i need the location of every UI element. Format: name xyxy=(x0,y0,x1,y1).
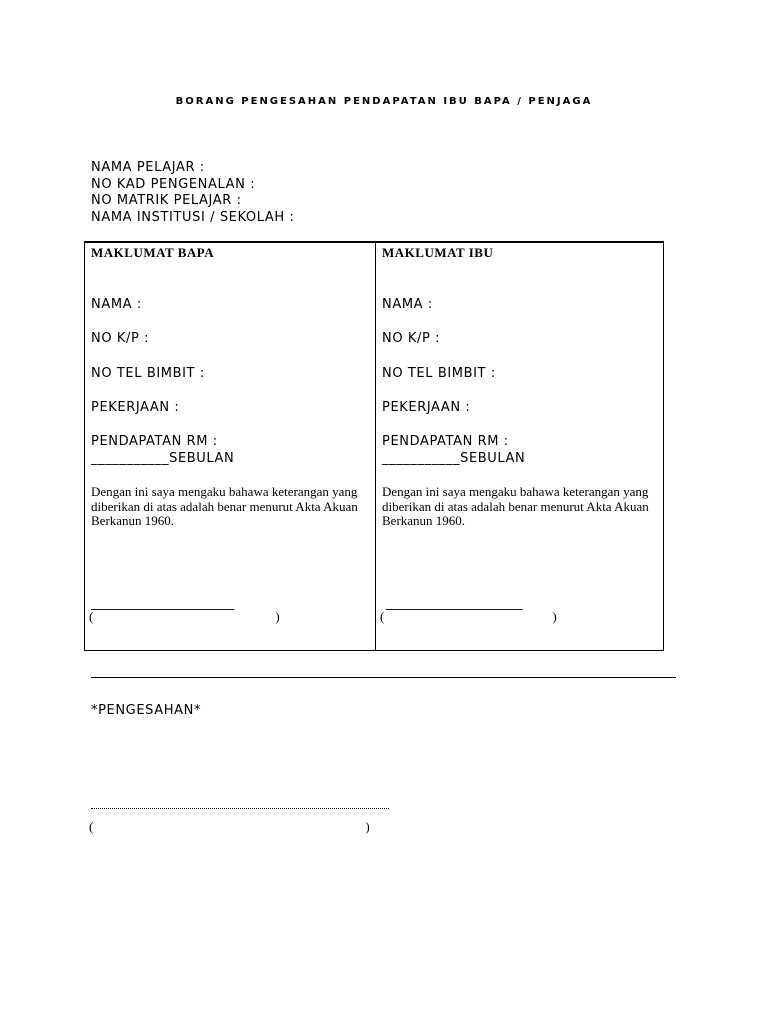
mother-income-label: PENDAPATAN RM : xyxy=(382,434,509,449)
mother-ic-label: NO K/P : xyxy=(382,331,441,346)
student-institution-label: NAMA INSTITUSI / SEKOLAH : xyxy=(91,209,295,225)
paren-open: ( xyxy=(89,819,94,834)
mother-income-blank: ___________SEBULAN xyxy=(382,451,526,466)
parent-info-table xyxy=(84,241,664,651)
father-ic-label: NO K/P : xyxy=(91,331,150,346)
section-divider xyxy=(91,677,676,678)
paren-close: ) xyxy=(365,819,370,834)
father-occupation-label: PEKERJAAN : xyxy=(91,400,180,415)
mother-heading: MAKLUMAT IBU xyxy=(382,245,494,260)
mother-occupation-label: PEKERJAAN : xyxy=(382,400,471,415)
mother-phone-label: NO TEL BIMBIT : xyxy=(382,366,496,381)
pengesahan-signature-line xyxy=(91,808,389,809)
pengesahan-signature-name xyxy=(89,819,370,835)
mother-declaration: Dengan ini saya mengaku bahawa keterangan yang diberikan di atas adalah benar menurut Akta Akuan Berkanun 1960. xyxy=(382,484,649,528)
father-name-label: NAMA : xyxy=(91,297,142,312)
mother-signature-line: _____________________ xyxy=(386,596,523,611)
mother-column xyxy=(376,243,666,650)
father-column xyxy=(85,243,375,650)
mother-name-label: NAMA : xyxy=(382,297,433,312)
father-declaration: Dengan ini saya mengaku bahawa keterangan yang diberikan di atas adalah benar menurut Akta Akuan Berkanun 1960. xyxy=(91,484,358,528)
student-info xyxy=(91,160,294,226)
father-heading: MAKLUMAT BAPA xyxy=(91,245,215,260)
father-income-label: PENDAPATAN RM : xyxy=(91,434,218,449)
paren-close: ) xyxy=(552,609,557,624)
pengesahan-label: *PENGESAHAN* xyxy=(91,703,202,718)
mother-signature-name xyxy=(380,609,557,625)
student-matric-label: NO MATRIK PELAJAR : xyxy=(91,193,242,208)
student-name-label: NAMA PELAJAR : xyxy=(91,160,205,175)
form-title: BORANG PENGESAHAN PENDAPATAN IBU BAPA / PENJAGA xyxy=(175,96,593,107)
father-signature-name xyxy=(89,609,280,625)
student-ic-label: NO KAD PENGENALAN : xyxy=(91,176,256,192)
father-signature-line: ______________________ xyxy=(91,596,234,611)
paren-close: ) xyxy=(275,609,280,624)
paren-open: ( xyxy=(89,609,94,624)
father-income-blank: ___________SEBULAN xyxy=(91,451,235,466)
paren-open: ( xyxy=(380,609,385,624)
father-phone-label: NO TEL BIMBIT : xyxy=(91,366,205,381)
